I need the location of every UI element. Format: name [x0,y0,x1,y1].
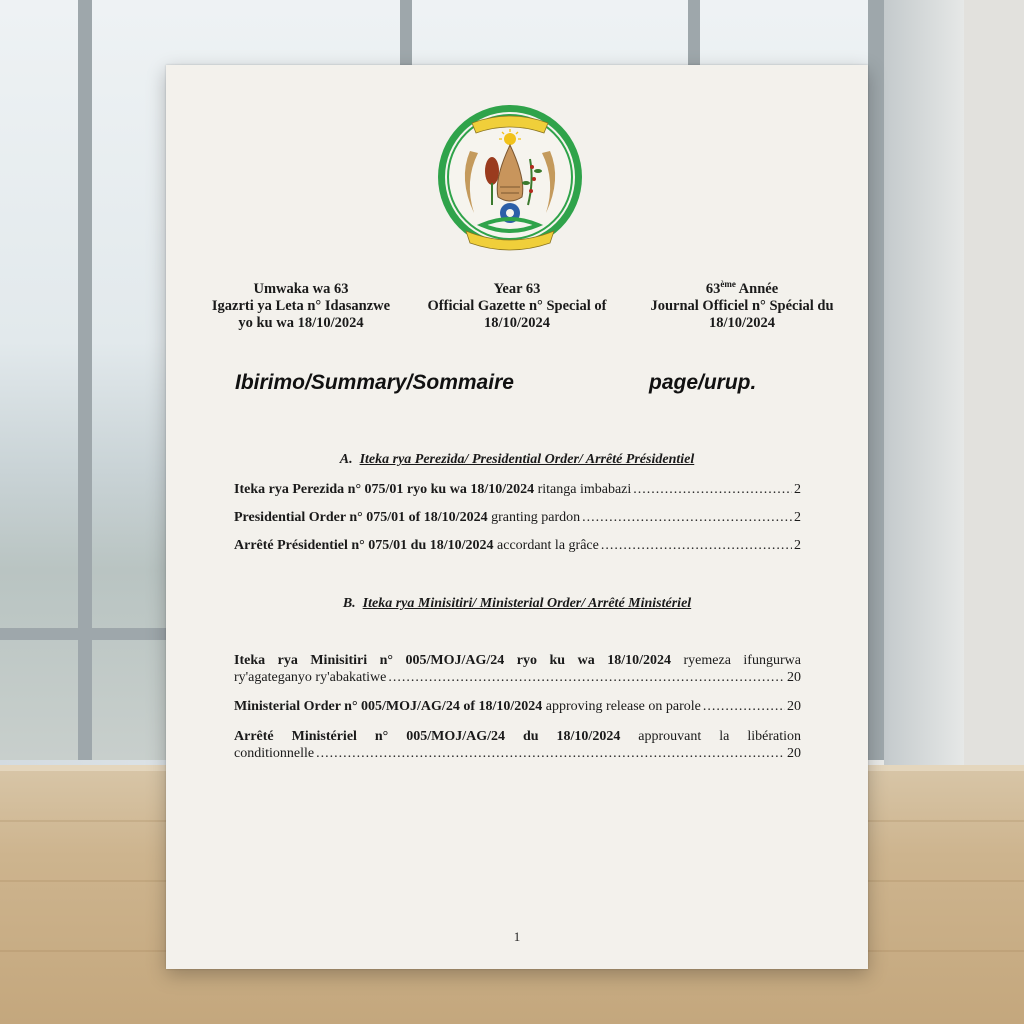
header-gazette-title: Igazrti ya Leta n° Idasanzwe [211,298,391,314]
gazette-page [166,65,868,969]
summary-title: Ibirimo/Summary/Sommaire [235,371,514,394]
page-column-label: page/urup. [649,371,757,394]
header-french [627,281,857,332]
header-date: 18/10/2024 [483,315,551,331]
toc-entry[interactable]: Arrêté Présidentiel n° 075/01 du 18/10/2024 accordant la grâce ..... 2 [234,537,801,554]
window-frame [868,0,884,760]
page-number: 1 [513,929,521,944]
entry-page: 2 [794,482,801,497]
header-year: 63ème Année [705,279,779,297]
wall [964,0,1024,790]
entry-page: 20 [787,670,801,685]
toc-entry[interactable]: Iteka rya Minisitiri n° 005/MOJ/AG/24 ryo ku wa 18/10/2024 ryemeza ifungurwa ry'agateganyo ry'abakatiwe ..... 20 [234,652,801,686]
entry-page: 20 [787,699,801,714]
toc-entry[interactable]: Arrêté Ministériel n° 005/MOJ/AG/24 du 18/10/2024 approuvant la libération conditionnelle ..... 20 [234,728,801,762]
window-frame [688,0,700,70]
window-frame [884,0,964,770]
section-a-title: A. Iteka rya Perezida/ Presidential Order/ Arrêté Présidentiel [339,452,695,467]
header-year: Year 63 [493,281,541,297]
window-frame [78,0,92,760]
toc-entry[interactable]: Iteka rya Perezida n° 075/01 ryo ku wa 18/10/2024 ritanga imbabazi ..... 2 [234,481,801,498]
header-year: Umwaka wa 63 [253,281,349,297]
rwanda-coat-of-arms-seal [434,101,586,253]
header-date: yo ku wa 18/10/2024 [238,315,364,331]
entry-page: 2 [794,538,801,553]
header-gazette-title: Journal Officiel n° Spécial du [650,298,834,314]
toc-entry[interactable]: Presidential Order n° 075/01 of 18/10/2024 granting pardon ..... 2 [234,509,801,526]
entry-page: 20 [787,746,801,761]
window-frame [0,628,168,640]
header-gazette-title: Official Gazette n° Special of [427,298,607,314]
header-kinyarwanda [186,281,416,332]
section-b-title: B. Iteka rya Minisitiri/ Ministerial Order/ Arrêté Ministériel [342,596,692,611]
header-date: 18/10/2024 [708,315,776,331]
toc-entry[interactable]: Ministerial Order n° 005/MOJ/AG/24 of 18/10/2024 approving release on parole ..... 20 [234,698,801,715]
header-english [402,281,632,332]
entry-page: 2 [794,510,801,525]
window-frame [400,0,412,70]
